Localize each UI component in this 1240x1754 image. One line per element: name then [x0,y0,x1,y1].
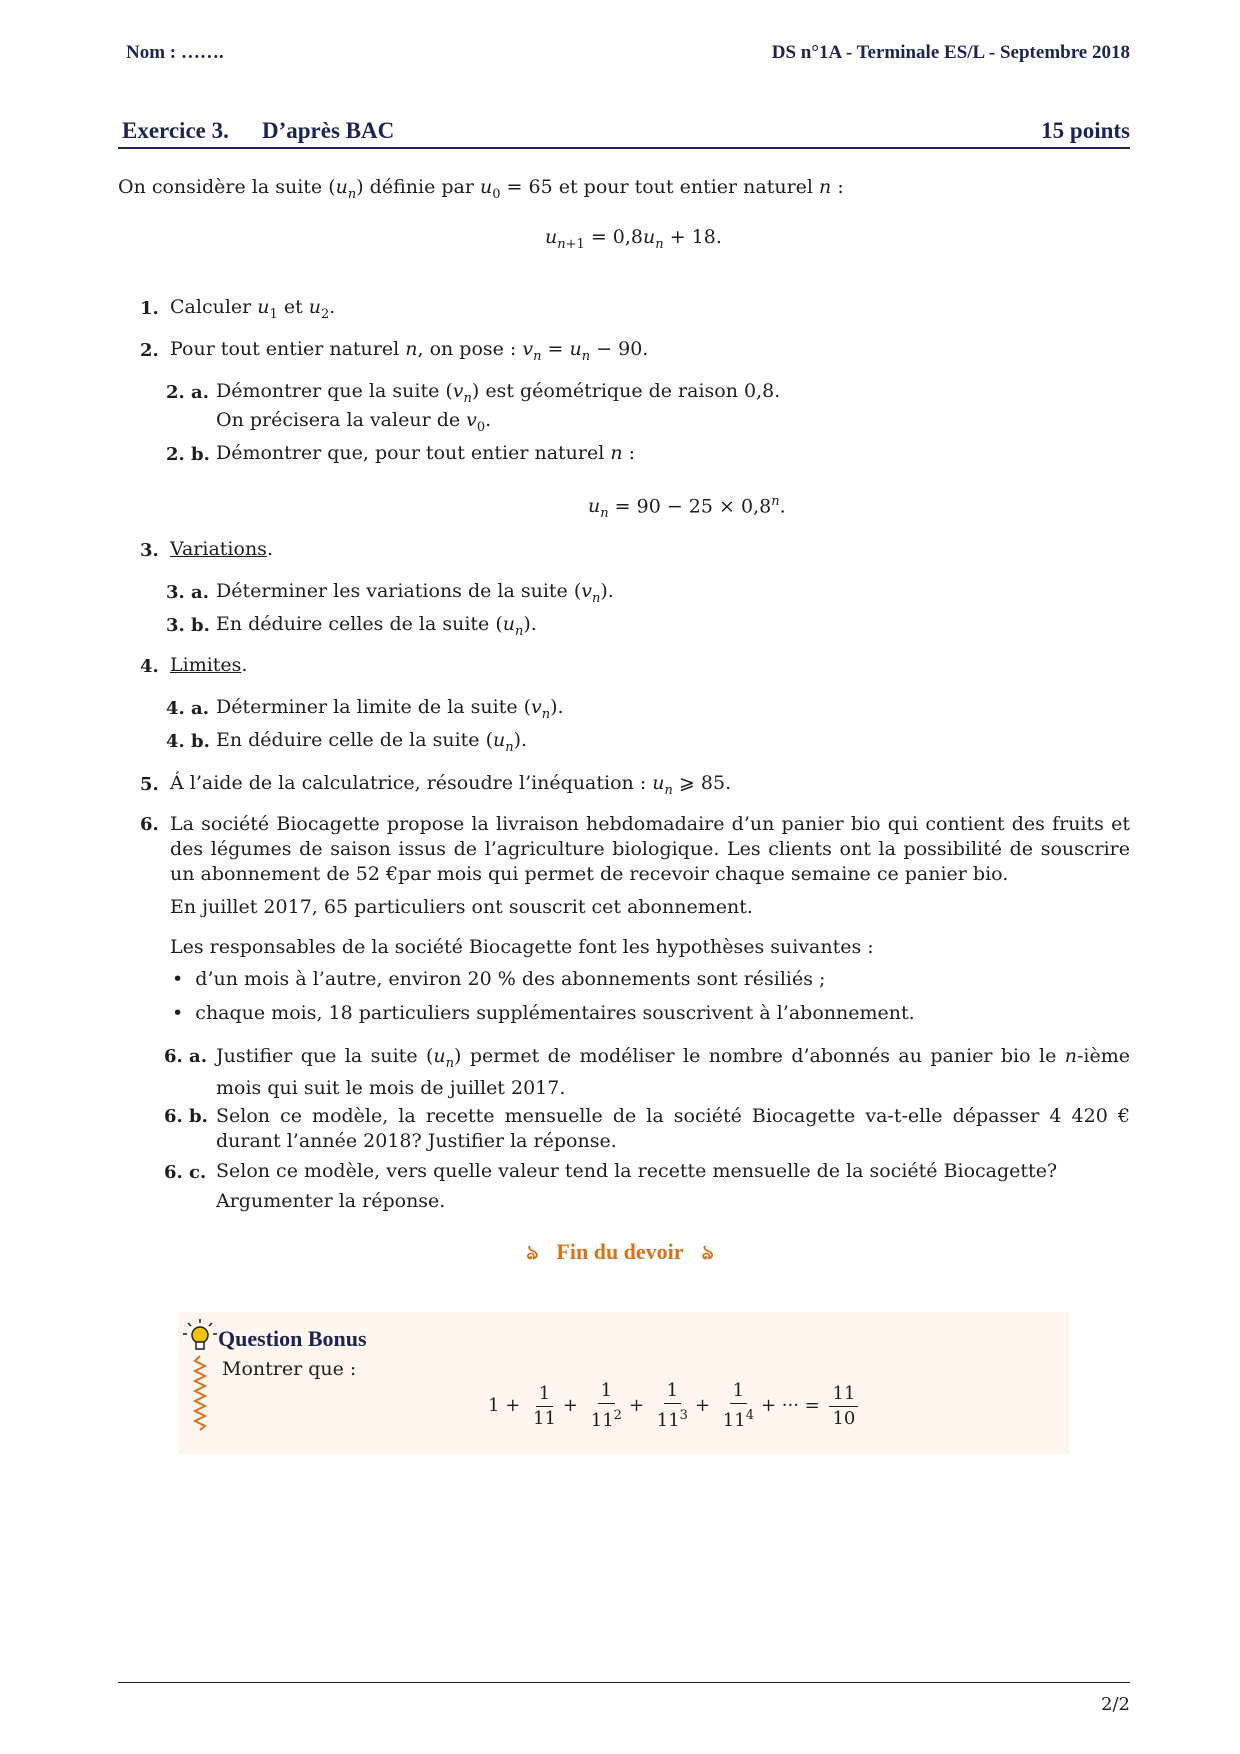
bullet-1: • d’un mois à l’autre, environ 20 % des abonnements sont résiliés ; [172,968,826,990]
question-3b-number: 3. b. [166,615,210,636]
question-4b-number: 4. b. [166,731,210,752]
question-6c-number: 6. c. [164,1162,207,1183]
question-2b-number: 2. b. [166,444,210,465]
question-2-text: Pour tout entier naturel n, on pose : $v_n = u_n - 90$. [170,338,649,364]
question-4a-number: 4. a. [166,698,209,719]
page-number: 2/2 [1101,1694,1130,1715]
intro-text: On considère la suite $(u_n)$ définie par $u_0 = 65$ et pour tout entier naturel n : [118,176,844,202]
question-1-text: Calculer $u_1$ et $u_2$. [170,296,336,322]
question-3a-number: 3. a. [166,582,209,603]
question-6a-number: 6. a. [164,1046,207,1067]
question-5-text: Á l’aide de la calculatrice, résoudre l’inéquation : $u_n$ ⩾ 85. [170,772,732,798]
recurrence-formula: $u_{n+1} = 0,8u_n + 18$. [545,226,722,252]
bonus-text: Montrer que : [222,1358,357,1380]
bonus-title: Question Bonus [218,1326,367,1351]
question-6-paragraph-1: La société Biocagette propose la livraison hebdomadaire d’un panier bio qui contient des fruits et des légumes de saison issus de l’agriculture biologique. Les clients ont la possibilité de souscrire un abonnement de 52 €par mois qui permet de recevoir chaque semaine ce panier bio. [170,813,1130,885]
student-name-label: Nom : ……. [126,42,224,63]
exercise-label: Exercice 3. [122,118,229,143]
ornament-left-icon: ঌ [526,1242,539,1264]
question-3b-text: En déduire celles de la suite $(u_n)$. [216,613,537,639]
question-2b-text: Démontrer que, pour tout entier naturel n : [216,442,636,464]
title-rule [118,147,1130,149]
exercise-subtitle: D’après BAC [262,118,395,143]
question-6-paragraph-2: En juillet 2017, 65 particuliers ont souscrit cet abonnement. [170,896,753,918]
question-5-number: 5. [140,774,159,795]
question-6b-number: 6. b. [164,1106,208,1127]
question-4a-text: Déterminer la limite de la suite $(v_n)$. [216,696,564,722]
question-3-number: 3. [140,540,159,561]
footer-rule [118,1682,1130,1683]
question-2-number: 2. [140,340,159,361]
question-2a-text: Démontrer que la suite $(v_n)$ est géométrique de raison 0,8. [216,380,781,406]
exercise-points: 15 points [1041,118,1130,143]
bonus-series-formula: 1 + $\frac{1}{11}$ + $\frac{1}{11^2}$ + $\frac{1}{11^3}$ + $\frac{1}{11^4}$ + ··· = $\frac{11}{10}$ [488,1380,862,1432]
question-3a-text: Déterminer les variations de la suite $(v_n)$. [216,580,614,606]
bonus-box [178,1312,1070,1454]
document-title: DS n°1A - Terminale ES/L - Septembre 2018 [771,42,1130,63]
question-3-heading: Variations. [170,538,273,560]
lightbulb-icon [182,1318,218,1440]
end-of-assignment: ঌ Fin du devoir ঌ [526,1239,714,1264]
question-2a-number: 2. a. [166,382,209,403]
bullet-2: • chaque mois, 18 particuliers supplémentaires souscrivent à l’abonnement. [172,1002,915,1024]
question-4b-text: En déduire celle de la suite $(u_n)$. [216,729,528,755]
question-6-paragraph-3: Les responsables de la société Biocagette font les hypothèses suivantes : [170,936,874,958]
question-4-number: 4. [140,656,159,677]
question-6-number: 6. [140,814,159,835]
question-4-heading: Limites. [170,654,248,676]
ornament-right-icon: ঌ [701,1242,714,1264]
question-2a-text-line2: On précisera la valeur de $v_0$. [216,409,492,435]
explicit-formula: $u_n = 90 - 25 \times 0,8^n$. [588,494,786,522]
question-6a-text: Justifier que la suite $(u_n)$ permet de modéliser le nombre d’abonnés au panier bio le n-ième mois qui suit le mois de juillet 2017. [216,1045,1130,1099]
question-6c-text-line2: Argumenter la réponse. [216,1190,446,1212]
question-6c-text: Selon ce modèle, vers quelle valeur tend la recette mensuelle de la société Biocagette? [216,1160,1058,1182]
question-1-number: 1. [140,298,159,319]
question-6b-text: Selon ce modèle, la recette mensuelle de la société Biocagette va-t-elle dépasser 4 420 € durant l’année 2018? Justifier la réponse. [216,1105,1130,1152]
